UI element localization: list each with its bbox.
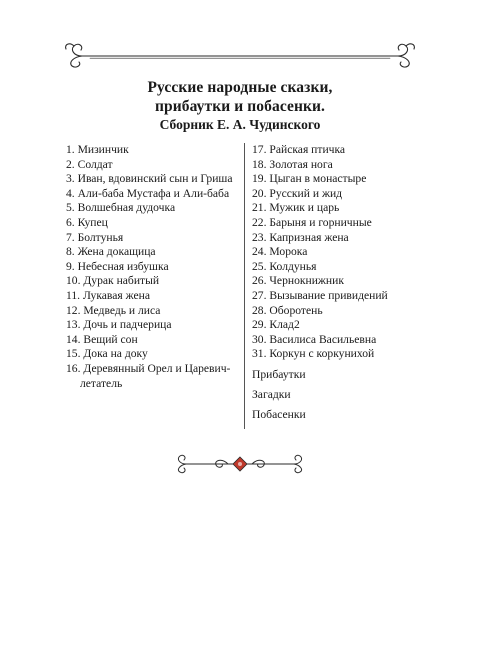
toc-entry[interactable]: 28. Оборотень (252, 303, 323, 317)
toc-entry[interactable]: 19. Цыган в монастыре (252, 172, 367, 186)
toc-entry[interactable]: 11. Лукавая жена (66, 288, 150, 302)
book-title-line-2: прибаутки и побасенки. (154, 98, 326, 115)
top-flourish-icon (0, 36, 480, 72)
toc-entry[interactable]: 16. Деревянный Орел и Царевич-летатель (66, 361, 231, 390)
toc-entry[interactable]: 17. Райская птичка (252, 143, 346, 156)
toc-entry[interactable]: 22. Барыня и горничные (252, 215, 372, 229)
toc-left-column (66, 143, 238, 391)
toc-entry[interactable]: 9. Небесная избушка (66, 259, 169, 273)
toc-entry[interactable]: 6. Купец (66, 215, 108, 229)
toc-entry[interactable]: 30. Василиса Васильевна (252, 332, 377, 346)
toc-right-column (252, 143, 427, 422)
bottom-flourish-icon (0, 444, 480, 484)
toc-entry[interactable]: 12. Медведь и лиса (66, 303, 161, 317)
toc-entry[interactable]: 25. Колдунья (252, 259, 317, 273)
toc-entry[interactable]: 14. Вещий сон (66, 332, 138, 346)
toc-entry[interactable]: 3. Иван, вдовинский сын и Гриша (66, 172, 233, 186)
toc-entry[interactable]: 24. Морока (252, 245, 308, 259)
toc-entry[interactable]: 13. Дочь и падчерица (66, 318, 172, 332)
toc-entry[interactable]: 21. Мужик и царь (252, 201, 340, 215)
toc-entry[interactable]: 2. Солдат (66, 157, 113, 171)
toc-entry[interactable]: 18. Золотая нога (252, 157, 333, 171)
toc-entry[interactable]: 5. Волшебная дудочка (66, 201, 176, 215)
toc-entry-pribautki[interactable]: Прибаутки (252, 367, 306, 381)
title-block (0, 78, 480, 133)
toc-entry-pobasenki[interactable]: Побасенки (252, 407, 306, 421)
toc-entry[interactable]: 23. Капризная жена (252, 230, 349, 244)
toc-entry[interactable]: 27. Вызывание привидений (252, 288, 388, 302)
toc-entry[interactable]: 8. Жена докащица (66, 245, 156, 259)
toc-entry[interactable]: 1. Мизинчик (66, 143, 129, 156)
toc-entry[interactable]: 29. Клад2 (252, 318, 300, 332)
table-of-contents (66, 143, 422, 429)
toc-entry[interactable]: 4. Али-баба Мустафа и Али-баба (66, 186, 230, 200)
toc-entry[interactable]: 31. Коркун с коркунихой (252, 347, 375, 361)
toc-entry[interactable]: 20. Русский и жид (252, 186, 343, 200)
toc-entry[interactable]: 26. Чернокнижник (252, 274, 344, 288)
column-divider (244, 143, 245, 429)
toc-entry-zagadki[interactable]: Загадки (252, 387, 291, 401)
toc-entry[interactable]: 15. Дока на доку (66, 347, 148, 361)
toc-entry[interactable]: 10. Дурак набитый (66, 274, 160, 288)
book-subtitle: Сборник Е. А. Чудинского (159, 117, 321, 132)
book-title-line-1: Русские народные сказки, (147, 79, 333, 96)
toc-entry[interactable]: 7. Болтунья (66, 230, 124, 244)
